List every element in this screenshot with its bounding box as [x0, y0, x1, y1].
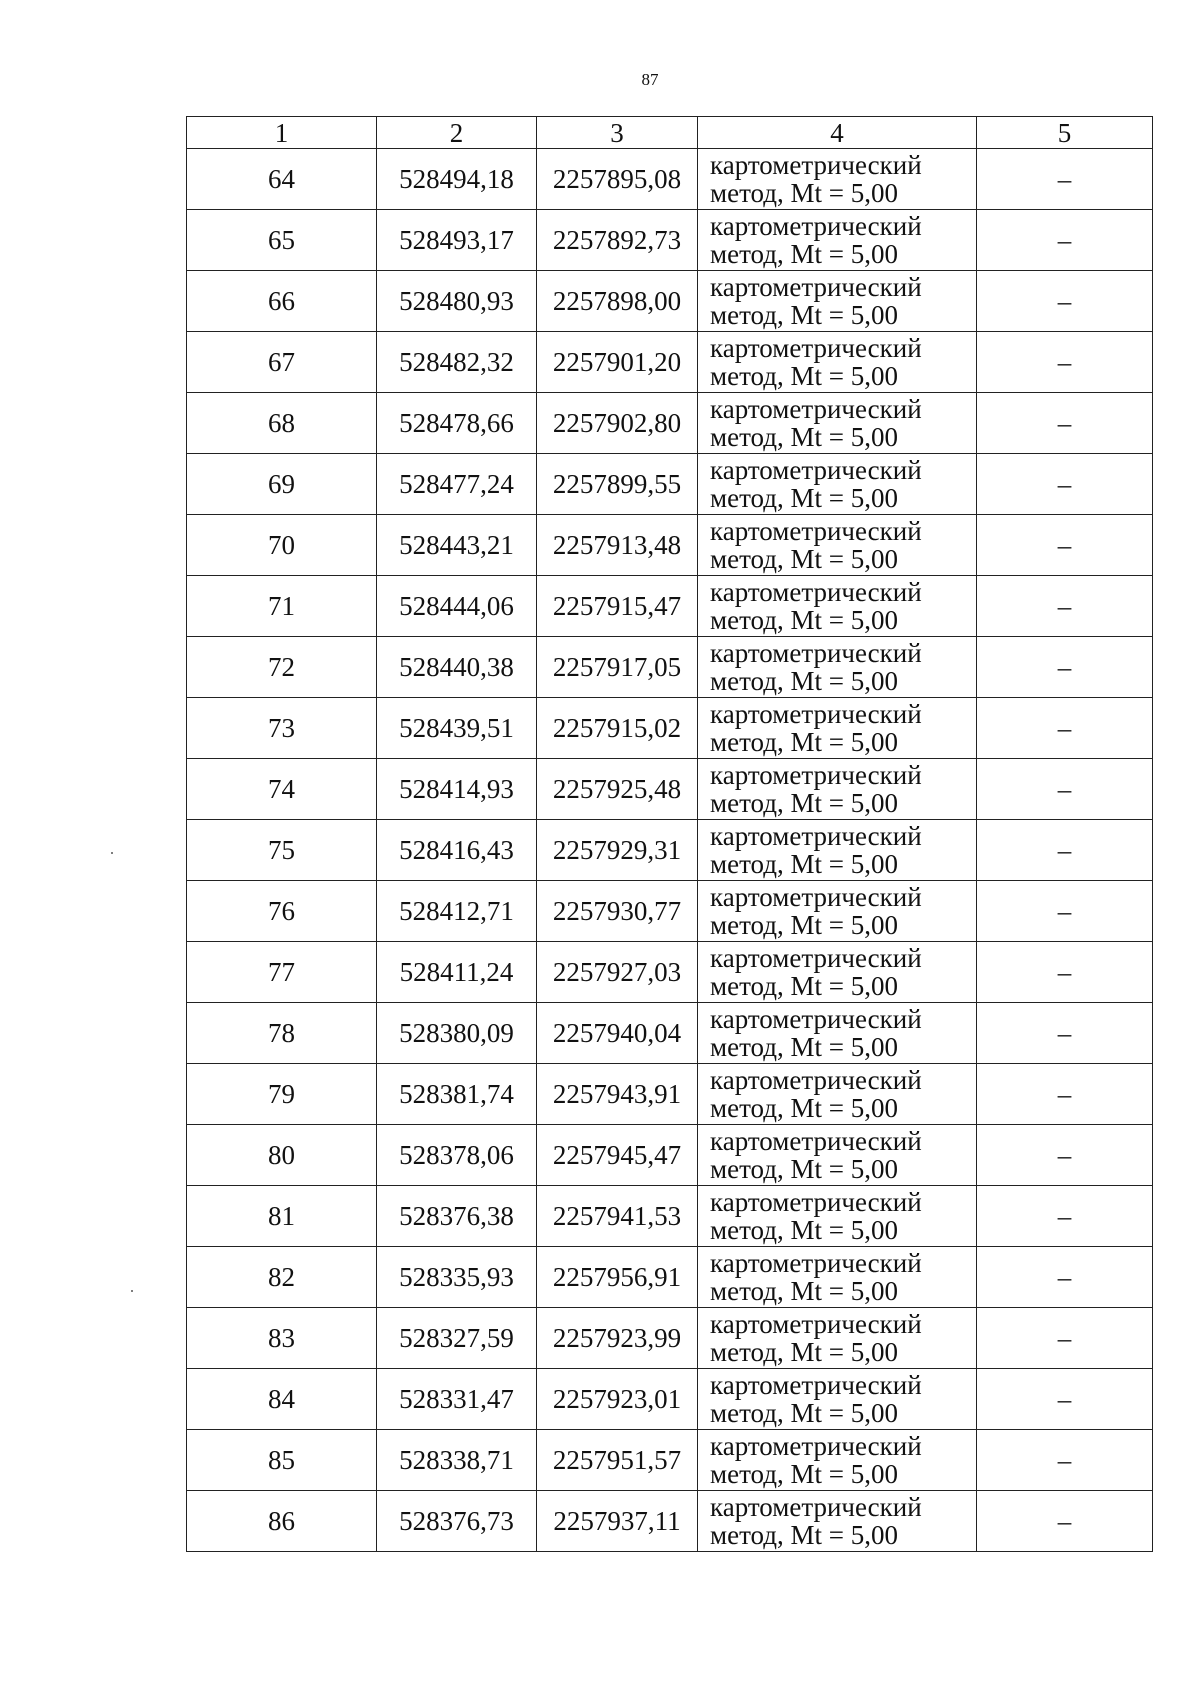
method-line-2: метод, Mt = 5,00: [710, 1459, 898, 1489]
table-row: [187, 881, 1153, 942]
method-line-1: картометрический: [710, 211, 922, 241]
y-coordinate-cell: 2257930,77: [537, 881, 698, 942]
note-cell: –: [977, 1003, 1153, 1064]
method-cell: [698, 393, 977, 454]
point-number-cell: 68: [187, 393, 377, 454]
y-coordinate-cell: 2257895,08: [537, 149, 698, 210]
table-row: [187, 1125, 1153, 1186]
method-line-2: метод, Mt = 5,00: [710, 239, 898, 269]
method-cell: [698, 942, 977, 1003]
table-row: [187, 271, 1153, 332]
x-coordinate-cell: 528414,93: [377, 759, 537, 820]
x-coordinate-cell: 528443,21: [377, 515, 537, 576]
point-number-cell: 64: [187, 149, 377, 210]
x-coordinate-cell: 528338,71: [377, 1430, 537, 1491]
y-coordinate-cell: 2257937,11: [537, 1491, 698, 1552]
method-cell: [698, 698, 977, 759]
method-cell: [698, 1003, 977, 1064]
x-coordinate-cell: 528477,24: [377, 454, 537, 515]
method-line-1: картометрический: [710, 760, 922, 790]
header-col-3: 3: [537, 117, 698, 149]
point-number-cell: 80: [187, 1125, 377, 1186]
method-line-1: картометрический: [710, 882, 922, 912]
method-line-1: картометрический: [710, 272, 922, 302]
table-row: [187, 576, 1153, 637]
note-cell: –: [977, 332, 1153, 393]
y-coordinate-cell: 2257943,91: [537, 1064, 698, 1125]
table-row: [187, 393, 1153, 454]
x-coordinate-cell: 528376,38: [377, 1186, 537, 1247]
y-coordinate-cell: 2257945,47: [537, 1125, 698, 1186]
note-cell: –: [977, 759, 1153, 820]
x-coordinate-cell: 528416,43: [377, 820, 537, 881]
note-cell: –: [977, 637, 1153, 698]
y-coordinate-cell: 2257901,20: [537, 332, 698, 393]
table-row: [187, 637, 1153, 698]
note-cell: –: [977, 942, 1153, 1003]
x-coordinate-cell: 528376,73: [377, 1491, 537, 1552]
point-number-cell: 83: [187, 1308, 377, 1369]
point-number-cell: 75: [187, 820, 377, 881]
table-row: [187, 1186, 1153, 1247]
method-line-2: метод, Mt = 5,00: [710, 849, 898, 879]
method-line-1: картометрический: [710, 455, 922, 485]
method-cell: [698, 637, 977, 698]
y-coordinate-cell: 2257925,48: [537, 759, 698, 820]
table-row: [187, 1491, 1153, 1552]
method-line-2: метод, Mt = 5,00: [710, 178, 898, 208]
method-line-2: метод, Mt = 5,00: [710, 971, 898, 1001]
note-cell: –: [977, 454, 1153, 515]
table-header: [187, 117, 1153, 149]
point-number-cell: 84: [187, 1369, 377, 1430]
header-row: [187, 117, 1153, 149]
method-line-1: картометрический: [710, 577, 922, 607]
method-cell: [698, 1064, 977, 1125]
table-row: [187, 1308, 1153, 1369]
x-coordinate-cell: 528440,38: [377, 637, 537, 698]
table-row: [187, 454, 1153, 515]
x-coordinate-cell: 528412,71: [377, 881, 537, 942]
header-col-2: 2: [377, 117, 537, 149]
note-cell: –: [977, 1369, 1153, 1430]
y-coordinate-cell: 2257898,00: [537, 271, 698, 332]
note-cell: –: [977, 1247, 1153, 1308]
method-line-2: метод, Mt = 5,00: [710, 727, 898, 757]
x-coordinate-cell: 528478,66: [377, 393, 537, 454]
method-line-2: метод, Mt = 5,00: [710, 1276, 898, 1306]
header-col-1: 1: [187, 117, 377, 149]
x-coordinate-cell: 528482,32: [377, 332, 537, 393]
x-coordinate-cell: 528439,51: [377, 698, 537, 759]
method-line-2: метод, Mt = 5,00: [710, 1093, 898, 1123]
coordinates-table: [186, 116, 1153, 1552]
y-coordinate-cell: 2257917,05: [537, 637, 698, 698]
y-coordinate-cell: 2257915,47: [537, 576, 698, 637]
method-line-1: картометрический: [710, 821, 922, 851]
y-coordinate-cell: 2257899,55: [537, 454, 698, 515]
table-row: [187, 759, 1153, 820]
table-row: [187, 149, 1153, 210]
table-row: [187, 210, 1153, 271]
table-row: [187, 942, 1153, 1003]
note-cell: –: [977, 698, 1153, 759]
point-number-cell: 81: [187, 1186, 377, 1247]
method-cell: [698, 1125, 977, 1186]
note-cell: –: [977, 1064, 1153, 1125]
method-line-1: картометрический: [710, 638, 922, 668]
method-line-1: картометрический: [710, 1492, 922, 1522]
header-col-5: 5: [977, 117, 1153, 149]
method-cell: [698, 332, 977, 393]
y-coordinate-cell: 2257927,03: [537, 942, 698, 1003]
note-cell: –: [977, 393, 1153, 454]
method-line-2: метод, Mt = 5,00: [710, 1398, 898, 1428]
method-line-1: картометрический: [710, 1187, 922, 1217]
y-coordinate-cell: 2257929,31: [537, 820, 698, 881]
table-row: [187, 698, 1153, 759]
method-cell: [698, 210, 977, 271]
x-coordinate-cell: 528378,06: [377, 1125, 537, 1186]
point-number-cell: 74: [187, 759, 377, 820]
table-row: [187, 1247, 1153, 1308]
note-cell: –: [977, 271, 1153, 332]
method-line-2: метод, Mt = 5,00: [710, 788, 898, 818]
method-line-2: метод, Mt = 5,00: [710, 483, 898, 513]
note-cell: –: [977, 1125, 1153, 1186]
table-row: [187, 1003, 1153, 1064]
method-line-2: метод, Mt = 5,00: [710, 1032, 898, 1062]
point-number-cell: 79: [187, 1064, 377, 1125]
table-row: [187, 1064, 1153, 1125]
table-row: [187, 515, 1153, 576]
method-line-1: картометрический: [710, 1370, 922, 1400]
method-cell: [698, 149, 977, 210]
method-line-2: метод, Mt = 5,00: [710, 666, 898, 696]
header-col-4: 4: [698, 117, 977, 149]
method-line-1: картометрический: [710, 516, 922, 546]
note-cell: –: [977, 820, 1153, 881]
page-number: 87: [641, 70, 659, 89]
point-number-cell: 78: [187, 1003, 377, 1064]
method-line-1: картометрический: [710, 943, 922, 973]
x-coordinate-cell: 528411,24: [377, 942, 537, 1003]
method-line-1: картометрический: [710, 1309, 922, 1339]
y-coordinate-cell: 2257941,53: [537, 1186, 698, 1247]
x-coordinate-cell: 528380,09: [377, 1003, 537, 1064]
note-cell: –: [977, 1308, 1153, 1369]
y-coordinate-cell: 2257951,57: [537, 1430, 698, 1491]
point-number-cell: 67: [187, 332, 377, 393]
method-cell: [698, 1308, 977, 1369]
method-line-1: картометрический: [710, 394, 922, 424]
x-coordinate-cell: 528381,74: [377, 1064, 537, 1125]
method-line-2: метод, Mt = 5,00: [710, 422, 898, 452]
x-coordinate-cell: 528444,06: [377, 576, 537, 637]
method-cell: [698, 576, 977, 637]
scan-speck: [131, 1290, 133, 1292]
method-cell: [698, 1247, 977, 1308]
point-number-cell: 66: [187, 271, 377, 332]
method-cell: [698, 515, 977, 576]
method-line-2: метод, Mt = 5,00: [710, 1154, 898, 1184]
y-coordinate-cell: 2257902,80: [537, 393, 698, 454]
table-row: [187, 820, 1153, 881]
y-coordinate-cell: 2257940,04: [537, 1003, 698, 1064]
x-coordinate-cell: 528335,93: [377, 1247, 537, 1308]
x-coordinate-cell: 528327,59: [377, 1308, 537, 1369]
y-coordinate-cell: 2257956,91: [537, 1247, 698, 1308]
point-number-cell: 73: [187, 698, 377, 759]
note-cell: –: [977, 210, 1153, 271]
method-cell: [698, 1430, 977, 1491]
y-coordinate-cell: 2257915,02: [537, 698, 698, 759]
y-coordinate-cell: 2257923,01: [537, 1369, 698, 1430]
method-line-2: метод, Mt = 5,00: [710, 1337, 898, 1367]
method-line-1: картометрический: [710, 1248, 922, 1278]
method-cell: [698, 1491, 977, 1552]
method-cell: [698, 454, 977, 515]
x-coordinate-cell: 528331,47: [377, 1369, 537, 1430]
method-cell: [698, 1369, 977, 1430]
note-cell: –: [977, 1491, 1153, 1552]
x-coordinate-cell: 528494,18: [377, 149, 537, 210]
point-number-cell: 76: [187, 881, 377, 942]
method-cell: [698, 1186, 977, 1247]
method-line-2: метод, Mt = 5,00: [710, 1215, 898, 1245]
y-coordinate-cell: 2257923,99: [537, 1308, 698, 1369]
method-line-2: метод, Mt = 5,00: [710, 910, 898, 940]
method-line-1: картометрический: [710, 1126, 922, 1156]
note-cell: –: [977, 881, 1153, 942]
method-line-2: метод, Mt = 5,00: [710, 1520, 898, 1550]
method-line-1: картометрический: [710, 1004, 922, 1034]
note-cell: –: [977, 1186, 1153, 1247]
table-row: [187, 1369, 1153, 1430]
method-line-2: метод, Mt = 5,00: [710, 361, 898, 391]
table-row: [187, 332, 1153, 393]
point-number-cell: 85: [187, 1430, 377, 1491]
method-cell: [698, 759, 977, 820]
method-line-1: картометрический: [710, 150, 922, 180]
x-coordinate-cell: 528480,93: [377, 271, 537, 332]
note-cell: –: [977, 149, 1153, 210]
point-number-cell: 70: [187, 515, 377, 576]
y-coordinate-cell: 2257913,48: [537, 515, 698, 576]
note-cell: –: [977, 515, 1153, 576]
method-line-2: метод, Mt = 5,00: [710, 544, 898, 574]
point-number-cell: 82: [187, 1247, 377, 1308]
method-line-2: метод, Mt = 5,00: [710, 605, 898, 635]
note-cell: –: [977, 1430, 1153, 1491]
note-cell: –: [977, 576, 1153, 637]
method-cell: [698, 271, 977, 332]
scan-speck: [111, 852, 113, 854]
method-line-1: картометрический: [710, 699, 922, 729]
y-coordinate-cell: 2257892,73: [537, 210, 698, 271]
table-row: [187, 1430, 1153, 1491]
point-number-cell: 86: [187, 1491, 377, 1552]
method-line-1: картометрический: [710, 333, 922, 363]
point-number-cell: 72: [187, 637, 377, 698]
method-line-1: картометрический: [710, 1065, 922, 1095]
method-cell: [698, 881, 977, 942]
method-cell: [698, 820, 977, 881]
method-line-1: картометрический: [710, 1431, 922, 1461]
point-number-cell: 65: [187, 210, 377, 271]
x-coordinate-cell: 528493,17: [377, 210, 537, 271]
table-body: [187, 149, 1153, 1552]
method-line-2: метод, Mt = 5,00: [710, 300, 898, 330]
point-number-cell: 69: [187, 454, 377, 515]
point-number-cell: 71: [187, 576, 377, 637]
point-number-cell: 77: [187, 942, 377, 1003]
